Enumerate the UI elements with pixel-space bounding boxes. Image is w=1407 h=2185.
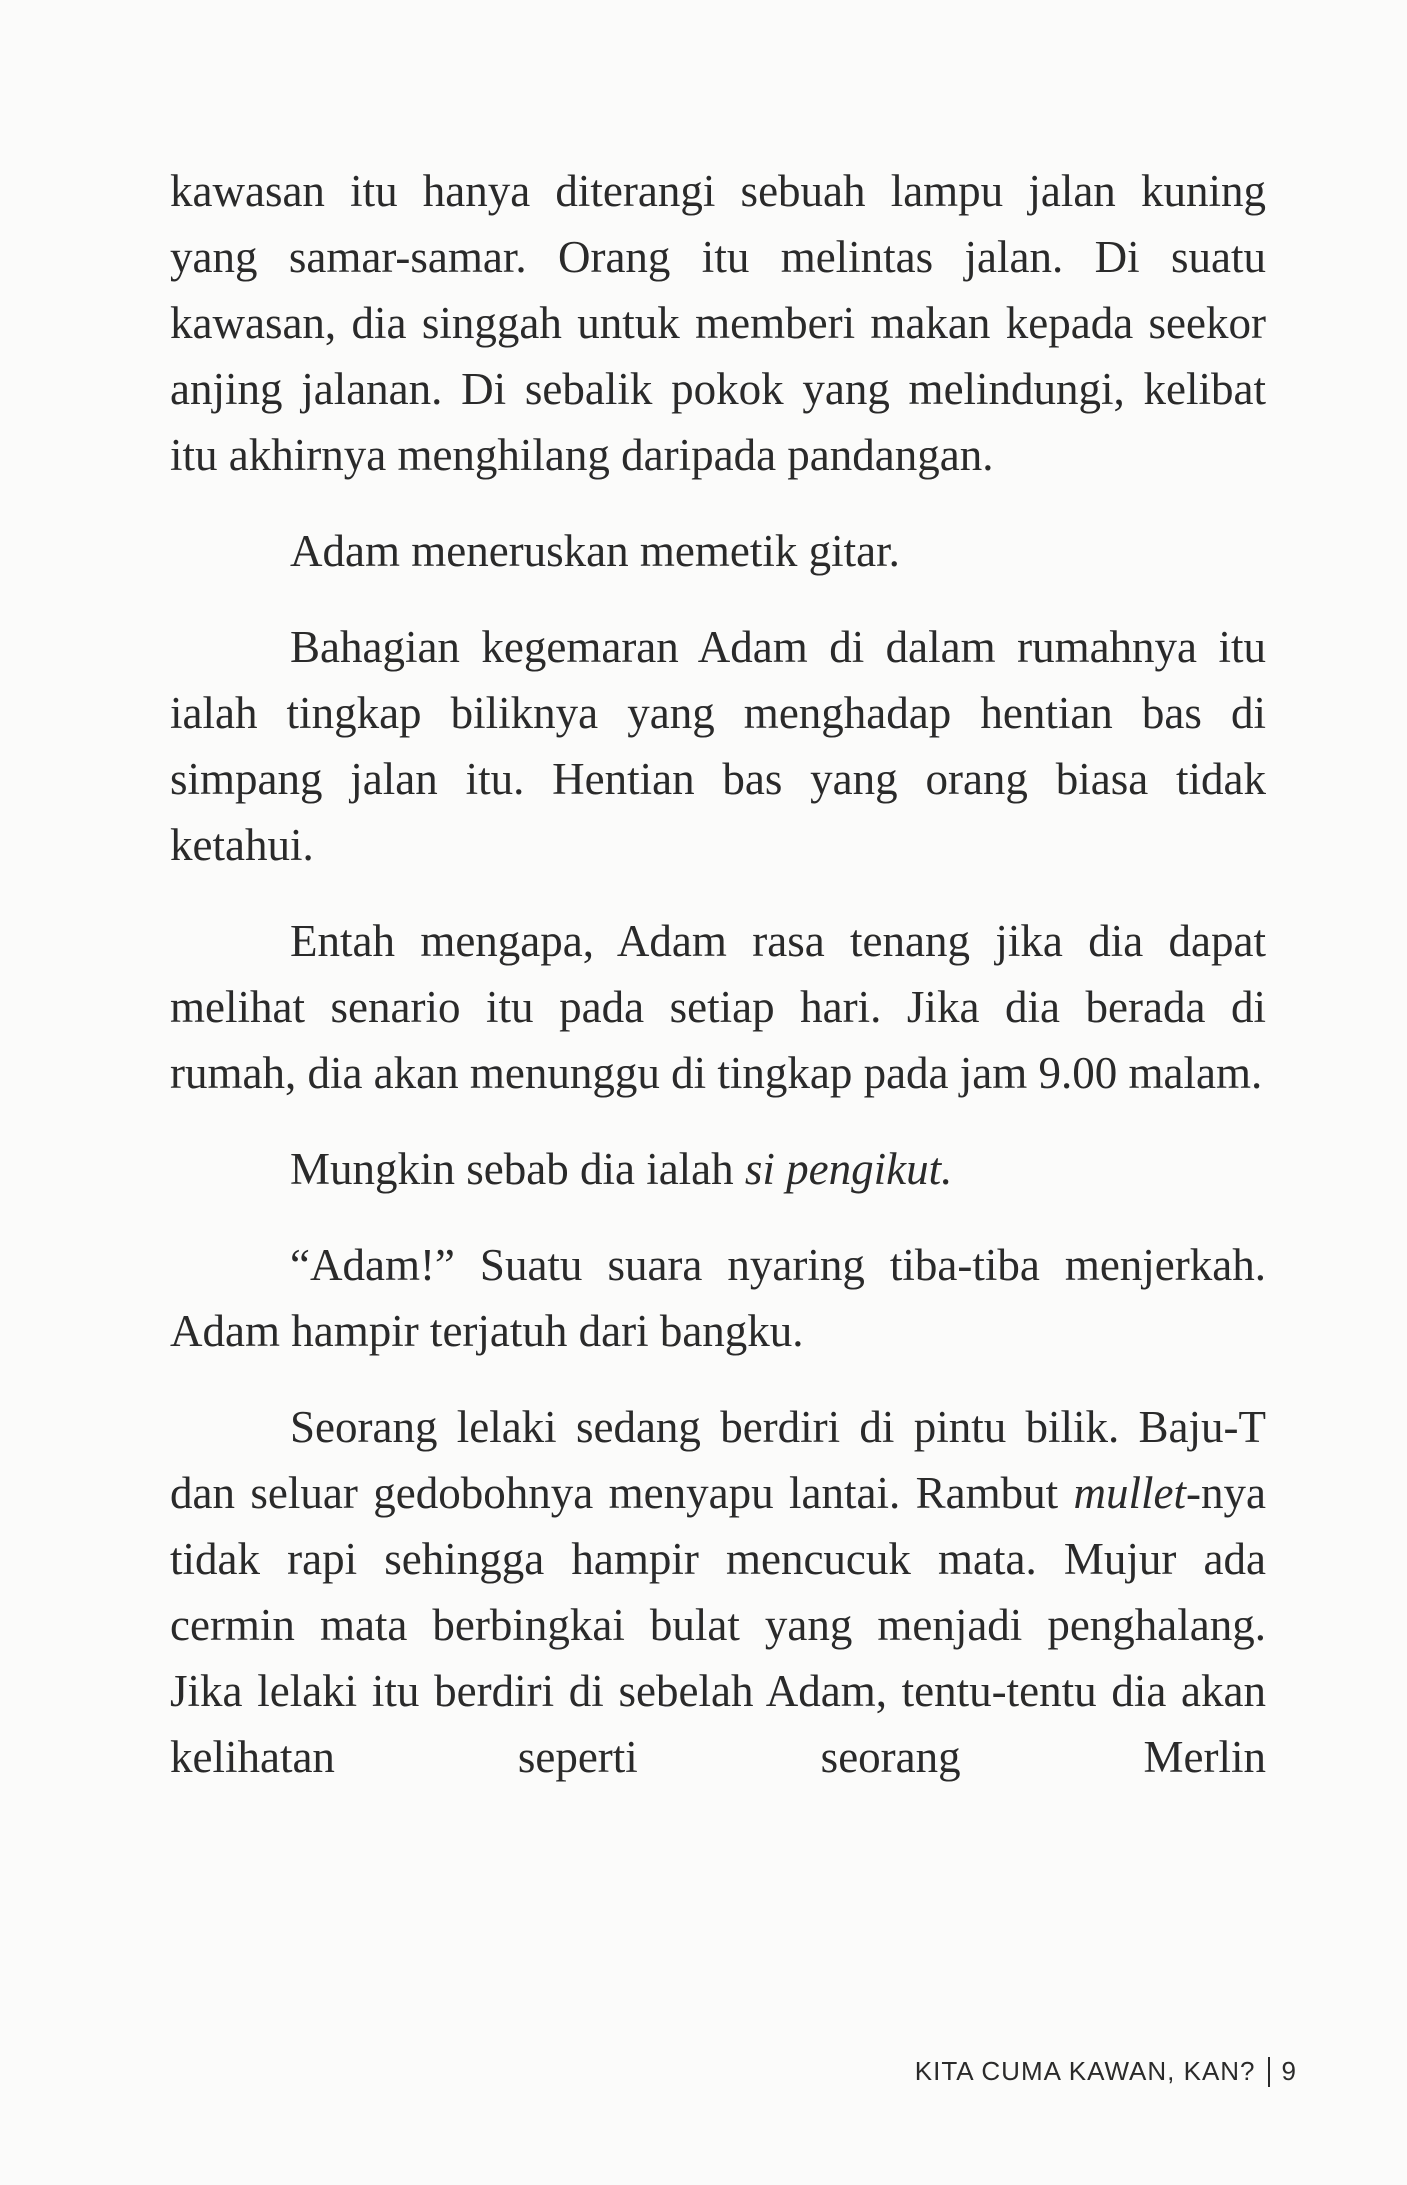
book-title: KITA CUMA KAWAN, KAN? xyxy=(914,2056,1256,2086)
paragraph-6: “Adam!” Suatu suara nyaring tiba-tiba menjerkah. Adam hampir terjatuh dari bangku. xyxy=(170,1240,1266,1356)
paragraph-5 xyxy=(170,1136,1266,1202)
paragraph-3: Bahagian kegemaran Adam di dalam rumahnya itu ialah tingkap biliknya yang menghadap hentian bas di simpang jalan itu. Hentian bas yang orang biasa tidak ketahui. xyxy=(170,622,1266,870)
paragraph-4: Entah mengapa, Adam rasa tenang jika dia dapat melihat senario itu pada setiap hari. Jika dia berada di rumah, dia akan menunggu di tingkap pada jam 9.00 malam. xyxy=(170,916,1266,1098)
paragraph-2: Adam meneruskan memetik gitar. xyxy=(290,526,900,576)
paragraph-5-italic: si pengikut. xyxy=(744,1144,953,1194)
page-body xyxy=(170,158,1266,1820)
paragraph-7-italic: mullet xyxy=(1073,1468,1187,1518)
paragraph-7-part-2: -nya tidak rapi sehingga hampir mencucuk mata. Mujur ada cermin mata berbingkai bulat yang menjadi penghalang. Jika lelaki itu berdiri di sebelah Adam, tentu-tentu dia akan kelihatan seperti seorang Merlin xyxy=(170,1468,1266,1782)
page-number: 9 xyxy=(1281,2056,1297,2086)
paragraph-5-text: Mungkin sebab dia ialah xyxy=(290,1144,745,1194)
paragraph-1: kawasan itu hanya diterangi sebuah lampu jalan kuning yang samar-samar. Orang itu melintas jalan. Di suatu kawasan, dia singgah untuk memberi makan kepada seekor anjing jalanan. Di sebalik pokok yang melindungi, kelibat itu akhirnya menghilang daripada pandangan. xyxy=(170,166,1266,480)
page-footer xyxy=(915,2056,1297,2087)
paragraph-7 xyxy=(170,1394,1266,1790)
footer-divider xyxy=(1268,2057,1270,2087)
paragraph-7-part-1: Seorang lelaki sedang berdiri di pintu bilik. Baju-T dan seluar gedobohnya menyapu lantai. Rambut xyxy=(170,1402,1266,1518)
